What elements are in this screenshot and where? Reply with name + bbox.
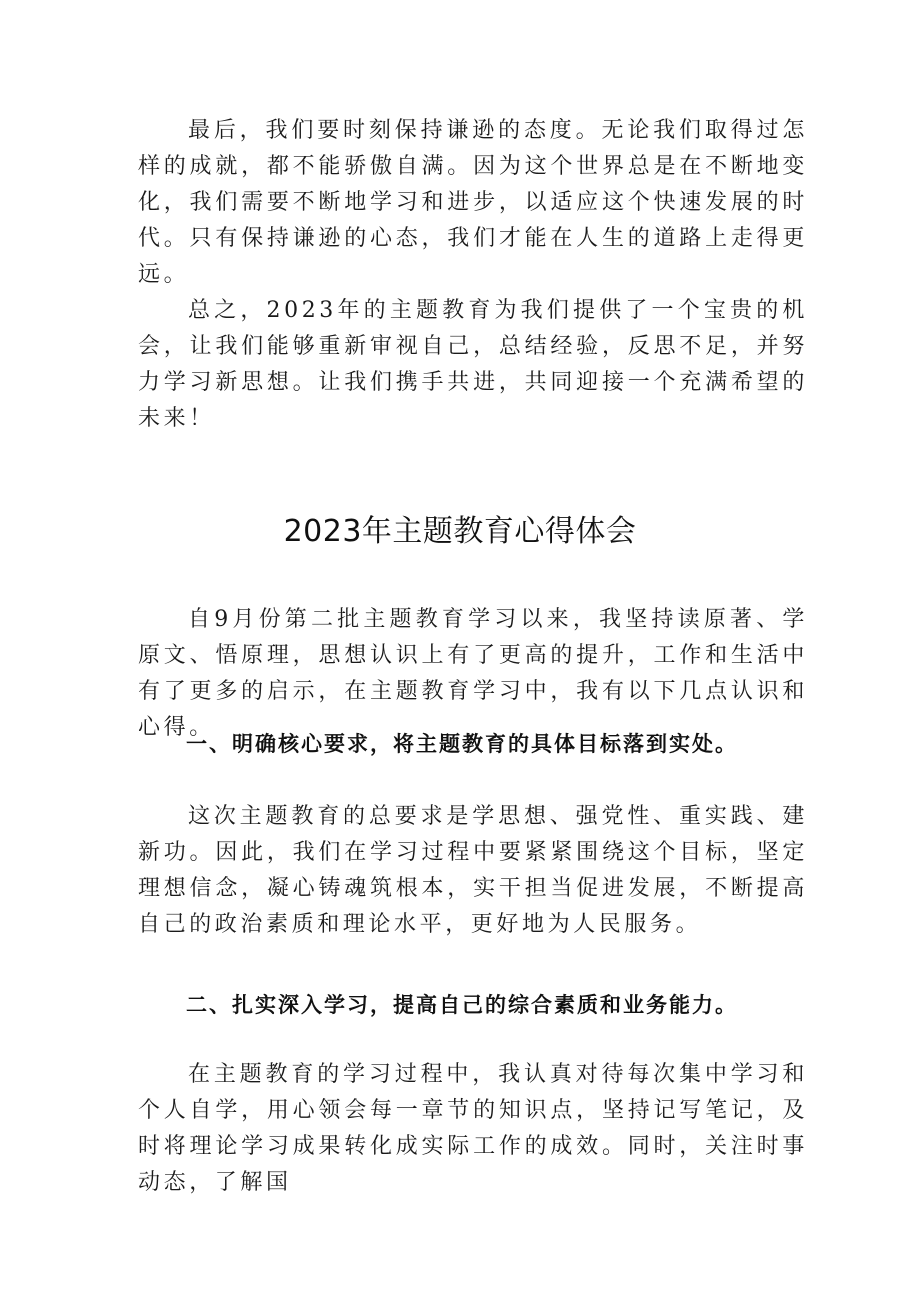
paragraph-section-1: 这次主题教育的总要求是学思想、强党性、重实践、建新功。因此，我们在学习过程中要紧紧围绕这个目标，坚定理想信念，凝心铸魂筑根本，实干担当促进发展，不断提高自己的政治素质和理论水平，更好地为人民服务。 [138, 804, 808, 937]
paragraph-humility: 最后，我们要时刻保持谦逊的态度。无论我们取得过怎样的成就，都不能骄傲自满。因为这个世界总是在不断地变化，我们需要不断地学习和进步，以适应这个快速发展的时代。只有保持谦逊的心态，我们才能在人生的道路上走得更远。 [138, 118, 808, 287]
paragraph-section-2: 在主题教育的学习过程中，我认真对待每次集中学习和个人自学，用心领会每一章节的知识点，坚持记写笔记，及时将理论学习成果转化成实际工作的成效。同时，关注时事动态，了解国 [138, 1062, 808, 1195]
document-title: 2023年主题教育心得体会 [283, 514, 637, 549]
paragraph-conclusion: 总之，2023年的主题教育为我们提供了一个宝贵的机会，让我们能够重新审视自己，总结经验，反思不足，并努力学习新思想。让我们携手共进，共同迎接一个充满希望的未来！ [138, 298, 808, 431]
paragraph-intro: 自9月份第二批主题教育学习以来，我坚持读原著、学原文、悟原理，思想认识上有了更高的提升，工作和生活中有了更多的启示，在主题教育学习中，我有以下几点认识和心得。 [138, 607, 808, 740]
section-heading-2: 二、扎实深入学习，提高自己的综合素质和业务能力。 [186, 993, 738, 1017]
section-heading-1: 一、明确核心要求，将主题教育的具体目标落到实处。 [186, 732, 738, 756]
